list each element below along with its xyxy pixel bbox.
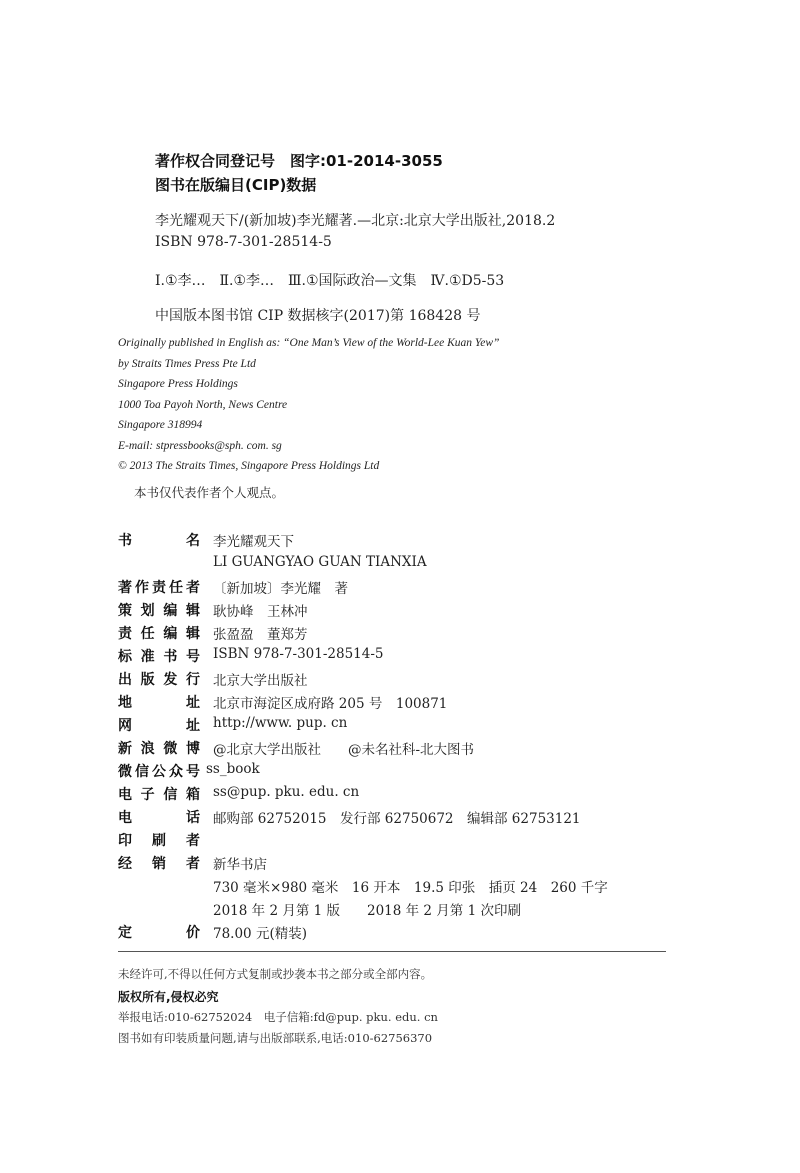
label-publisher: 出 版 发 行	[118, 672, 200, 688]
footer-quality: 图书如有印装质量问题,请与出版部联系,电话:010-62756370	[118, 1031, 433, 1045]
value-planner: 耿协峰 王林冲	[213, 604, 308, 620]
label-weibo: 新 浪 微 博	[118, 741, 200, 757]
cip-line-title: 李光耀观天下/(新加坡)李光耀著.—北京:北京大学出版社,2018.2	[155, 213, 556, 229]
value-address: 北京市海淀区成府路 205 号 100871	[213, 696, 448, 712]
english-line: by Straits Times Press Pte Ltd	[118, 358, 256, 370]
cip-line-classification: Ⅰ.①李… Ⅱ.①李… Ⅲ.①国际政治—文集 Ⅳ.①D5-53	[155, 273, 505, 289]
copyright-registration: 著作权合同登记号 图字:01-2014-3055	[155, 152, 443, 170]
label-distributor: 经 销 者	[118, 856, 200, 872]
value-wechat: ss_book	[206, 761, 260, 777]
label-phone: 电 话	[118, 810, 200, 826]
cip-line-verification: 中国版本图书馆 CIP 数据核字(2017)第 168428 号	[155, 308, 481, 324]
english-line: 1000 Toa Payoh North, News Centre	[118, 399, 288, 411]
english-line: E-mail: stpressbooks@sph. com. sg	[118, 440, 282, 452]
value-author: 〔新加坡〕李光耀 著	[213, 581, 348, 597]
value-edition: 2018 年 2 月第 1 版 2018 年 2 月第 1 次印刷	[213, 903, 521, 919]
label-editor: 责 任 编 辑	[118, 626, 200, 642]
value-weibo: @北京大学出版社 @未名社科-北大图书	[213, 742, 475, 758]
value-publisher: 北京大学出版社	[213, 673, 308, 689]
value-isbn: ISBN 978-7-301-28514-5	[213, 646, 384, 662]
divider	[118, 951, 666, 952]
value-email: ss@pup. pku. edu. cn	[213, 784, 360, 800]
footer-notice: 未经许可,不得以任何方式复制或抄袭本书之部分或全部内容。	[118, 967, 433, 981]
label-price: 定 价	[118, 925, 200, 941]
label-website: 网 址	[118, 718, 200, 734]
label-author: 著 作 责 任 者	[118, 580, 200, 596]
english-line: Singapore 318994	[118, 419, 203, 431]
value-distributor: 新华书店	[213, 857, 267, 873]
value-phone: 邮购部 62752015 发行部 62750672 编辑部 62753121	[213, 811, 581, 827]
value-format: 730 毫米×980 毫米 16 开本 19.5 印张 插页 24 260 千字	[213, 880, 608, 896]
label-isbn: 标 准 书 号	[118, 649, 200, 665]
cip-heading: 图书在版编目(CIP)数据	[155, 176, 317, 194]
label-address: 地 址	[118, 695, 200, 711]
cip-line-isbn: ISBN 978-7-301-28514-5	[155, 234, 332, 250]
label-planner: 策 划 编 辑	[118, 603, 200, 619]
label-email: 电 子 信 箱	[118, 787, 200, 803]
english-line: Originally published in English as: “One Man’s View of the World-Lee Kuan Yew”	[118, 337, 500, 349]
disclaimer: 本书仅代表作者个人观点。	[134, 485, 285, 500]
value-website: http://www. pup. cn	[213, 715, 348, 731]
label-wechat: 微 信 公 众 号	[118, 764, 200, 780]
footer-report: 举报电话:010-62752024 电子信箱:fd@pup. pku. edu. cn	[118, 1010, 438, 1024]
label-title: 书 名	[118, 533, 200, 549]
english-line: Singapore Press Holdings	[118, 378, 238, 390]
value-title-pinyin: LI GUANGYAO GUAN TIANXIA	[213, 554, 427, 570]
value-price: 78.00 元(精装)	[213, 926, 307, 942]
value-title: 李光耀观天下	[213, 534, 294, 550]
english-line: © 2013 The Straits Times, Singapore Press Holdings Ltd	[118, 460, 380, 472]
footer-rights: 版权所有,侵权必究	[118, 990, 219, 1004]
value-editor: 张盈盈 董郑芳	[213, 627, 308, 643]
label-printer: 印 刷 者	[118, 833, 200, 849]
